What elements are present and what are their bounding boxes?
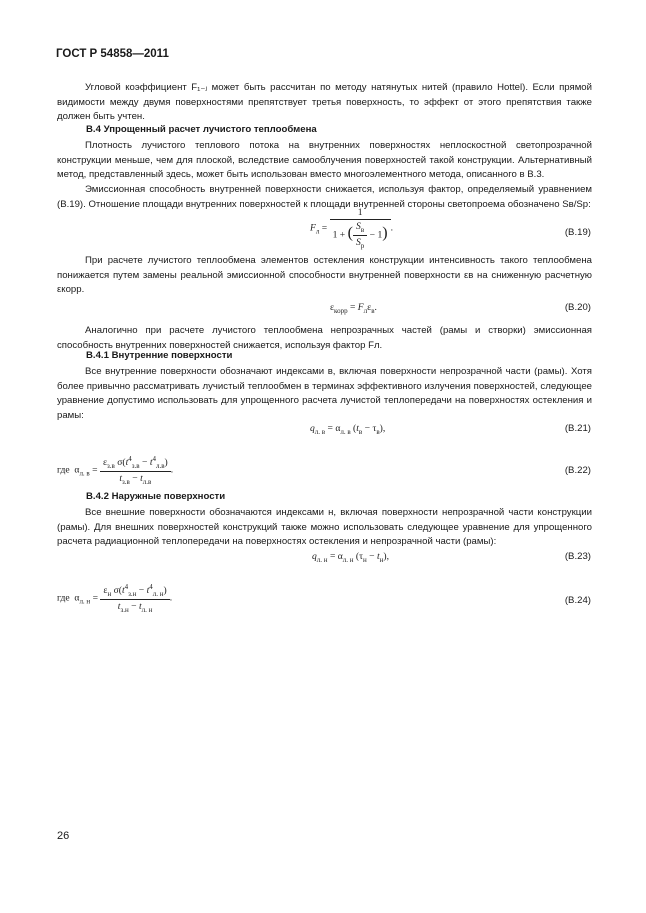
paragraph-emissivity: Эмиссионная способность внутренней поверхности снижается, используя фактор, определяемый уравнением (В.19). Отношение площади внутренних поверхностей к площади внутренней стороны светопроема обозначено Sв/Sр:: [57, 184, 592, 210]
equation-number-b19: (В.19): [564, 227, 591, 238]
paragraph-view-factor: Угловой коэффициент F₁₋ⱼ может быть рассчитан по методу натянутых нитей (правило Hottel). Если прямой видимости между двумя поверхностями препятствует третья поверхность, то эффект от этого препятствия также должен быть учтен.: [57, 82, 592, 123]
paragraph-external-surfaces: Все внешние поверхности обозначаются индексами н, включая поверхности непрозрачной части конструкции (рамы). Для внешних поверхностей конструкций также можно использовать следующее уравнение для упрощенного расчета радиационной теплопередачи на поверхностях остекления и непрозрачной части (рамы):: [57, 507, 592, 548]
paragraph-glazing-exchange: При расчете лучистого теплообмена элементов остекления конструкции интенсивность такого теплообмена понижается путем замены реальной эмиссионной способности внутренней поверхности εв на сниженную расчетную εкорр.: [57, 255, 592, 296]
equation-b22: где $\alpha_{л. в}$ = $\frac{\varepsilon_{з.в} \sigma(t^4_{з.в} - t^4_{л.в})}{t_{з.в} - t_{л.в}}$ .: [57, 455, 174, 486]
where-label: где: [57, 464, 70, 476]
page-number: 26: [57, 830, 70, 842]
paragraph-internal-surfaces: Все внутренние поверхности обозначают индексами в, включая поверхности непрозрачной части (рамы). Хотя более привычно рассматривать лучистый теплообмен в терминах эффективного излучения поверхностей, следующее уравнение допустимо использовать для упрощенного расчета лучистой теплопередачи на поверхностях остекления и рамы:: [57, 366, 592, 421]
equation-b20: $\varepsilon_{корр} = F_л\varepsilon_в$.: [330, 302, 377, 315]
equation-b19: $F_л$ = 1 1 + ( $\frac{S_в}{S_р}$ − 1) .: [310, 207, 393, 250]
equation-number-b24: (В.24): [564, 595, 591, 606]
equation-number-b20: (В.20): [564, 302, 591, 313]
where-label: где: [57, 592, 70, 604]
equation-number-b21: (В.21): [564, 423, 591, 434]
paragraph-radiant-flux: Плотность лучистого теплового потока на внутренних поверхностях неплоскостной светопрозрачной конструкции меньше, чем для плоской, вследствие самооблучения поверхностей такой конструкции. Альтернативный метод, представленный здесь, может быть использован вместо многоэлементного метода, описанного в В.3.: [57, 140, 592, 181]
equation-b24: где $\alpha_{л. н}$ = $\frac{\varepsilon_н \sigma(t^4_{з.н} - t^4_{л. н})}{t_{з.н} - t_{л. н}}$ .: [57, 583, 173, 614]
section-heading-b41: В.4.1 Внутренние поверхности: [86, 350, 233, 361]
paragraph-opaque-parts: Аналогично при расчете лучистого теплообмена непрозрачных частей (рамы и створки) эмиссионная способность внутренних поверхностей снижается, используя фактор Fл.: [57, 325, 592, 351]
section-heading-b4: В.4 Упрощенный расчет лучистого теплообмена: [86, 124, 317, 135]
equation-number-b23: (В.23): [564, 551, 591, 562]
equation-b21: $q_{л. в} = \alpha_{л. в}$ $(t_в - \tau_в)$,: [310, 423, 386, 436]
equation-b23: $q_{л. н} = \alpha_{л. н}$ $(\tau_н - t_н)$,: [312, 551, 389, 564]
document-header: ГОСТ Р 54858—2011: [56, 48, 169, 60]
section-heading-b42: В.4.2 Наружные поверхности: [86, 491, 226, 502]
equation-number-b22: (В.22): [564, 465, 591, 476]
